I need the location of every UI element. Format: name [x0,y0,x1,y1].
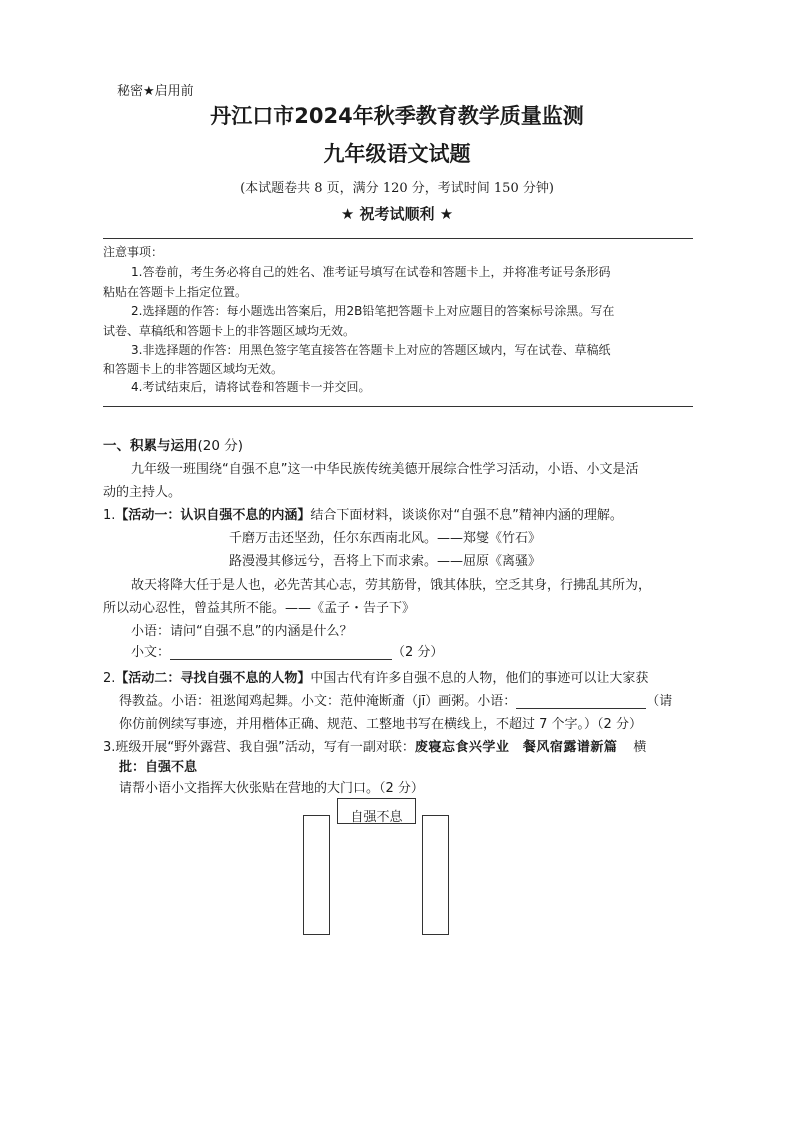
question-text: 结合下面材料，谈谈你对“自强不息”精神内涵的理解。 [310,508,623,523]
activity-title: 【活动二：寻找自强不息的人物】 [115,671,311,686]
secret-label: 秘密★启用前 [117,84,194,99]
question-text: 得教益。小语：祖逖闻鸡起舞。小文：范仲淹断齑（jī）画粥。小语： [119,694,517,709]
intro-line: 九年级一班围绕“自强不息”这一中华民族传统美德开展综合性学习活动，小语、小文是活 [131,462,639,477]
dialogue-line: 小语：请问“自强不息”的内涵是什么？ [131,624,353,639]
horizontal-banner [337,798,416,824]
horizontal-scroll-text: 批：自强不息 [119,760,198,775]
divider-top [103,238,693,239]
left-pillar [303,815,330,935]
couplet-text: 废寝忘食兴学业 餐风宿露谱新篇 [414,740,618,755]
answer-blank[interactable] [516,694,646,709]
notice-item: 粘贴在答题卡上指定位置。 [103,285,248,299]
page-title: 丹江口市2024年秋季教育教学质量监测 [210,104,584,128]
notice-heading: 注意事项： [103,245,164,259]
answer-row [131,641,443,660]
activity-title: 【活动一：认识自强不息的内涵】 [115,508,311,523]
question-3 [103,736,646,755]
exam-info: (本试题卷共 8 页，满分 120 分，考试时间 150 分钟) [240,181,554,196]
question-text: 中国古代有许多自强不息的人物，他们的事迹可以让大家获 [310,671,649,686]
question-text: 班级开展“野外露营、我自强”活动，写有一副对联： [115,740,415,755]
page-subtitle: 九年级语文试题 [323,142,471,166]
question-text: 你仿前例续写事迹，并用楷体正确、规范、工整地书写在横线上，不超过 7 个字。）（2 分） [119,717,642,732]
notice-item: 和答题卡上的非答题区域均无效。 [103,362,284,376]
question-number: 2. [103,671,116,686]
answer-blank[interactable] [170,645,392,660]
notice-item: 2.选择题的作答：每小题选出答案后，用2B铅笔把答题卡上对应题目的答案标号涂黑。写在 [131,304,615,318]
divider-bottom [103,406,693,407]
answer-score: （2 分） [392,645,444,660]
section-heading [103,434,243,454]
question-number: 3. [103,740,116,755]
poem-line: 千磨万击还坚劲，任尔东西南北风。——郑燮《竹石》 [229,531,542,546]
right-pillar [422,815,449,935]
answer-label: 小文： [131,645,171,660]
intro-line: 动的主持人。 [103,485,182,500]
notice-item: 4.考试结束后，请将试卷和答题卡一并交回。 [131,380,371,394]
horizontal-label: 横 [633,740,647,755]
section-title: 一、积累与运用 [103,438,198,454]
question-number: 1. [103,508,116,523]
notice-item: 试卷、草稿纸和答题卡上的非答题区域均无效。 [103,324,356,338]
good-luck-line: ★ 祝考试顺利 ★ [340,205,454,223]
notice-item: 3.非选择题的作答：用黑色签字笔直接答在答题卡上对应的答题区域内，写在试卷、草稿纸 [131,343,611,357]
notice-item: 1.答卷前，考生务必将自己的姓名、准考证号填写在试卷和答题卡上，并将准考证号条形码 [131,265,611,279]
section-score: (20 分) [197,438,244,454]
question-1 [103,504,623,523]
quote-line: 故天将降大任于是人也，必先苦其心志，劳其筋骨，饿其体肤，空乏其身，行拂乱其所为， [131,578,652,593]
instruction-line: 请帮小语小文指挥大伙张贴在营地的大门口。（2 分） [119,781,424,796]
poem-line: 路漫漫其修远兮，吾将上下而求索。——屈原《离骚》 [229,554,542,569]
question-text-row [119,690,672,709]
quote-line: 所以动心忍性，曾益其所不能。——《孟子・告子下》 [103,601,416,616]
banner-text: 自强不息 [350,810,403,824]
question-2 [103,667,648,686]
question-text: （请 [646,694,673,709]
